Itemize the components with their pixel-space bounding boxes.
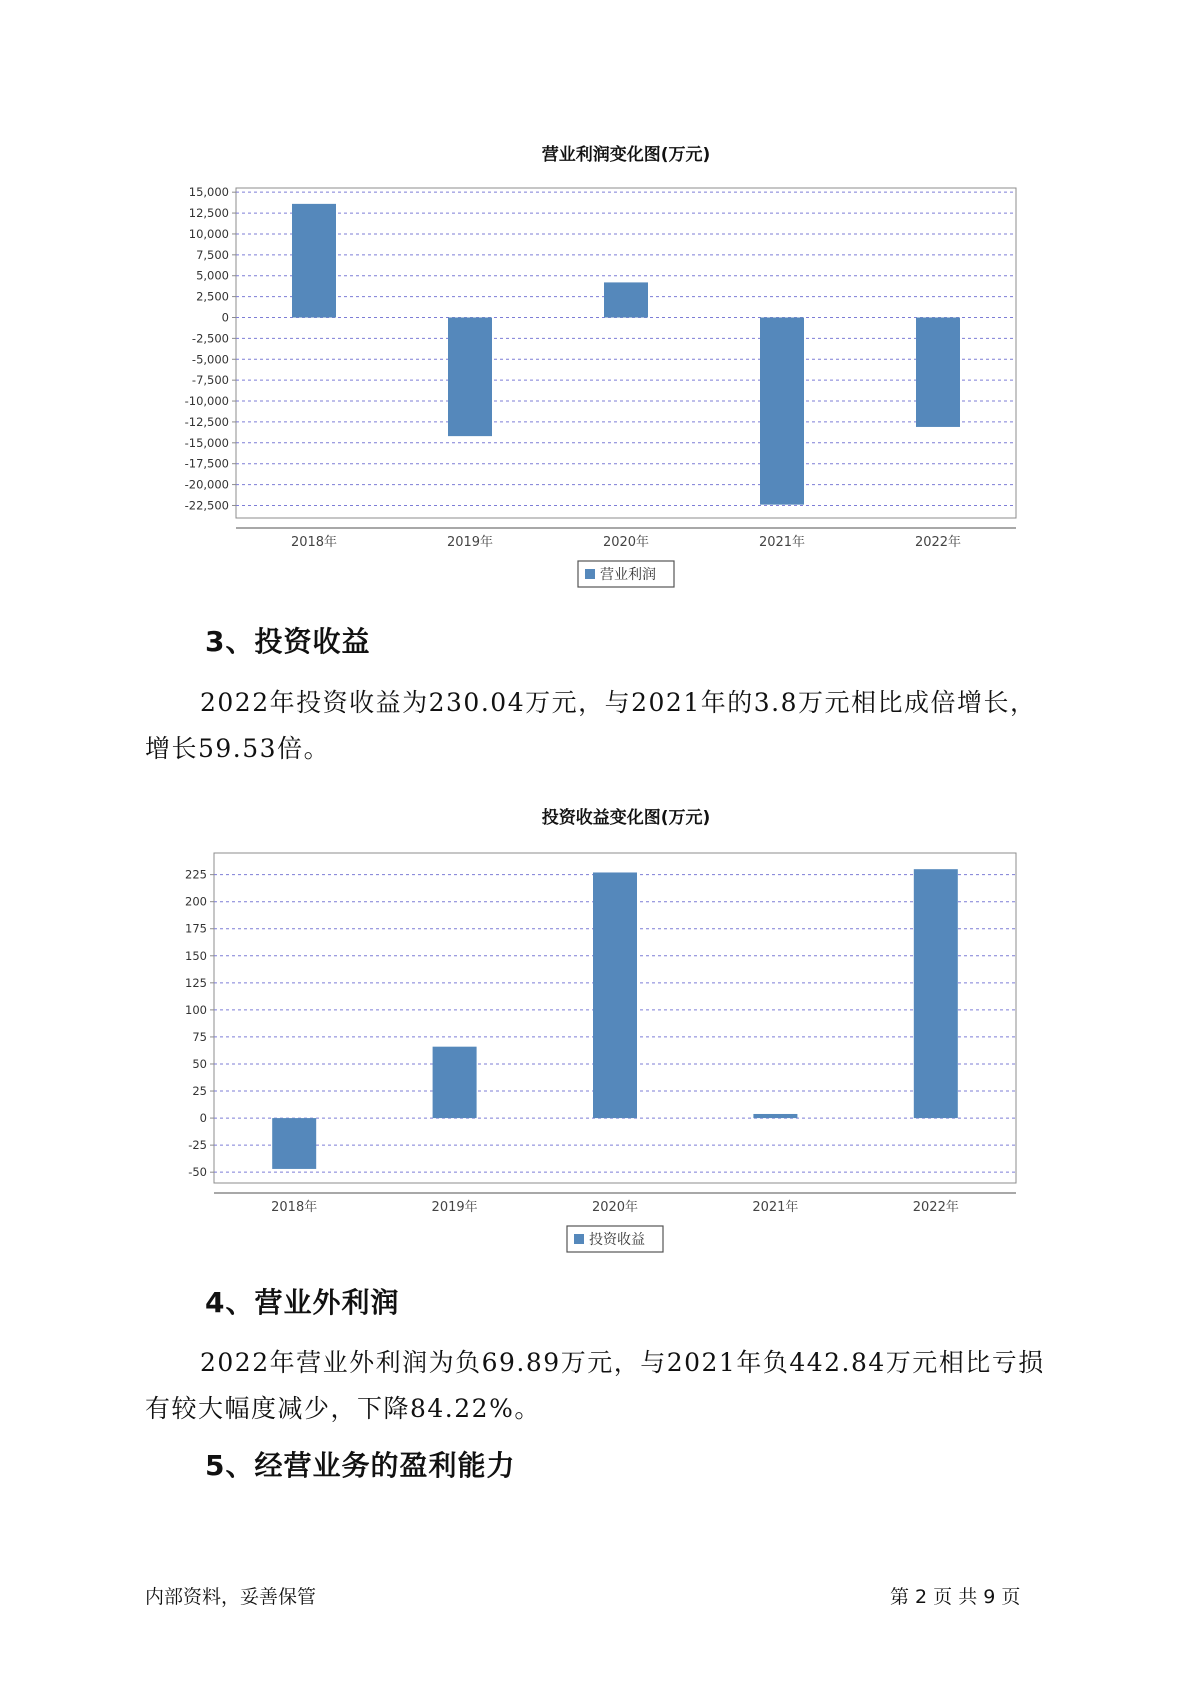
profitability-heading: 5、经营业务的盈利能力 xyxy=(205,1449,516,1482)
x-tick-label: 2022年 xyxy=(914,535,962,550)
y-tick-label: -7,500 xyxy=(191,373,229,388)
y-tick-label: -22,500 xyxy=(184,498,229,513)
investment-paragraph: 2022年投资收益为230.04万元，与2021年的3.8万元相比成倍增长，增长59.53倍。 xyxy=(145,688,1037,763)
x-tick-label: 2021年 xyxy=(758,535,806,550)
x-tick-label: 2022年 xyxy=(912,1200,959,1215)
plot-area xyxy=(236,188,1016,518)
legend-label: 投资收益 xyxy=(589,1232,645,1248)
non-operating-paragraph: 2022年营业外利润为负69.89万元，与2021年负442.84万元相比亏损有较大幅度减少，下降84.22%。 xyxy=(145,1348,1045,1423)
investment-income-chart xyxy=(0,793,1191,1263)
x-tick-label: 2020年 xyxy=(591,1200,639,1215)
y-tick-label: -25 xyxy=(188,1138,207,1153)
x-tick-label: 2020年 xyxy=(602,535,650,550)
bar xyxy=(604,282,648,317)
y-tick-label: -10,000 xyxy=(184,394,229,409)
y-tick-label: 100 xyxy=(185,1002,207,1017)
x-tick-label: 2021年 xyxy=(752,1200,799,1215)
bar xyxy=(916,317,960,426)
bar xyxy=(448,317,492,436)
bar xyxy=(914,869,958,1118)
bar xyxy=(593,872,637,1118)
non-operating-heading: 4、营业外利润 xyxy=(205,1286,400,1319)
legend-swatch xyxy=(585,569,595,579)
operating-profit-chart xyxy=(0,130,1191,600)
footer-confidential-note: 内部资料，妥善保管 xyxy=(145,1586,317,1608)
y-tick-label: 5,000 xyxy=(196,268,229,283)
y-tick-label: 10,000 xyxy=(188,226,229,241)
x-tick-label: 2018年 xyxy=(271,1200,318,1215)
y-tick-label: -2,500 xyxy=(191,331,229,346)
y-tick-label: -50 xyxy=(188,1165,207,1180)
bar xyxy=(760,317,804,504)
y-tick-label: 0 xyxy=(221,310,229,325)
y-tick-label: 12,500 xyxy=(188,206,229,221)
bar xyxy=(433,1047,477,1118)
operating-profit-chart-svg xyxy=(0,130,1191,600)
y-tick-label: 75 xyxy=(192,1029,207,1044)
legend-swatch xyxy=(574,1234,584,1244)
y-tick-label: 150 xyxy=(185,948,207,963)
y-tick-label: -15,000 xyxy=(184,435,229,450)
y-tick-label: 7,500 xyxy=(196,247,229,262)
bar xyxy=(292,204,336,318)
y-tick-label: -20,000 xyxy=(184,477,229,492)
y-tick-label: -17,500 xyxy=(184,456,229,471)
y-tick-label: 0 xyxy=(199,1111,207,1126)
bar xyxy=(753,1114,797,1118)
y-tick-label: 15,000 xyxy=(188,185,229,200)
y-tick-label: 225 xyxy=(185,867,207,882)
footer-page-number: 第 2 页 共 9 页 xyxy=(890,1586,1021,1608)
bar xyxy=(272,1118,316,1169)
y-tick-label: -5,000 xyxy=(191,352,229,367)
y-tick-label: 200 xyxy=(185,894,207,909)
investment-heading: 3、投资收益 xyxy=(205,625,371,658)
x-tick-label: 2019年 xyxy=(446,535,494,550)
y-tick-label: 175 xyxy=(185,921,207,936)
y-tick-label: 25 xyxy=(192,1084,207,1099)
x-tick-label: 2018年 xyxy=(290,535,338,550)
y-tick-label: 125 xyxy=(185,975,207,990)
legend-label: 营业利润 xyxy=(600,567,656,583)
x-tick-label: 2019年 xyxy=(431,1200,478,1215)
y-tick-label: 2,500 xyxy=(196,289,229,304)
y-tick-label: -12,500 xyxy=(184,414,229,429)
chart-title: 投资收益变化图(万元) xyxy=(541,808,711,828)
y-tick-label: 50 xyxy=(192,1056,207,1071)
investment-income-chart-svg xyxy=(0,793,1191,1263)
chart-title: 营业利润变化图(万元) xyxy=(541,145,711,165)
